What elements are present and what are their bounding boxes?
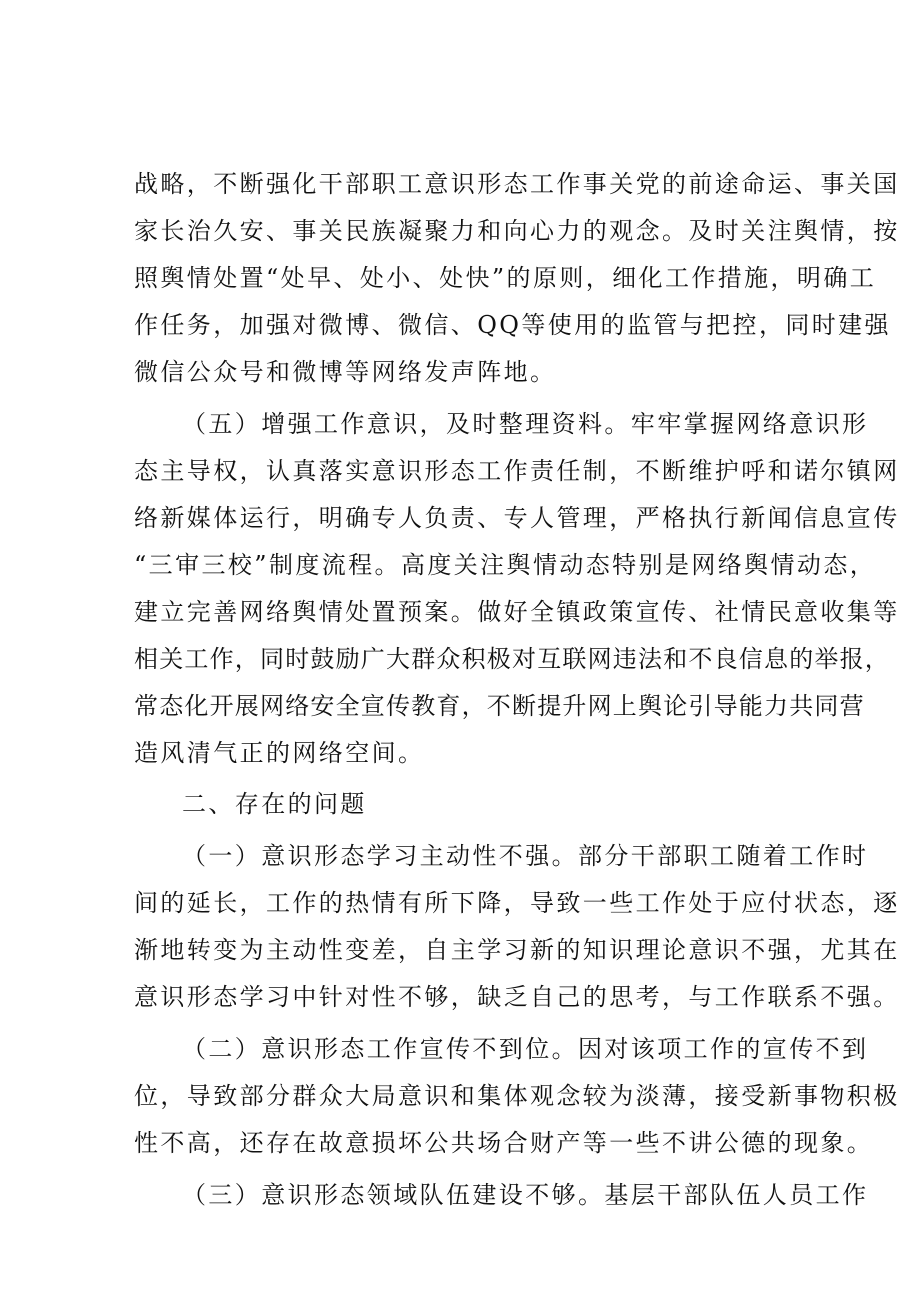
text-line: 照舆情处置“处早、处小、处快”的原则，细化工作措施，明确工 (134, 264, 877, 292)
text-line: 相关工作，同时鼓励广大群众积极对互联网违法和不良信息的举报， (134, 645, 890, 673)
text-line: 间的延长，工作的热情有所下降，导致一些工作处于应付状态，逐 (134, 889, 900, 917)
section-heading: 二、存在的问题 (182, 790, 367, 818)
text-line: 造风清气正的网络空间。 (134, 739, 425, 767)
text-line: 意识形态学习中针对性不够，缺乏自己的思考，与工作联系不强。 (134, 983, 900, 1011)
section-heading: （一）意识形态学习主动性不强。部分干部职工随着工作时 (182, 842, 869, 870)
text-line: 位，导致部分群众大局意识和集体观念较为淡薄，接受新事物积极 (134, 1082, 900, 1110)
section-heading: （三）意识形态领域队伍建设不够。基层干部队伍人员工作 (182, 1181, 869, 1209)
text-line: 家长治久安、事关民族凝聚力和向心力的观念。及时关注舆情，按 (134, 217, 900, 245)
section-heading: （二）意识形态工作宣传不到位。因对该项工作的宣传不到 (182, 1035, 869, 1063)
section-heading: （五）增强工作意识，及时整理资料。牢牢掌握网络意识形 (182, 410, 869, 438)
text-line: 战略，不断强化干部职工意识形态工作事关党的前途命运、事关国 (134, 170, 900, 198)
text-line: 性不高，还存在故意损坏公共场合财产等一些不讲公德的现象。 (134, 1129, 874, 1157)
text-line: 作任务，加强对微博、微信、QQ等使用的监管与把控，同时建强 (134, 311, 891, 339)
text-line: 微信公众号和微博等网络发声阵地。 (134, 358, 557, 386)
text-line: 渐地转变为主动性变差，自主学习新的知识理论意识不强，尤其在 (134, 936, 900, 964)
text-line: 态主导权，认真落实意识形态工作责任制，不断维护呼和诺尔镇网 (134, 457, 900, 485)
text-line: “三审三校”制度流程。高度关注舆情动态特别是网络舆情动态， (134, 551, 877, 579)
text-line: 络新媒体运行，明确专人负责、专人管理，严格执行新闻信息宣传 (134, 504, 900, 532)
text-line: 常态化开展网络安全宣传教育，不断提升网上舆论引导能力共同营 (134, 692, 865, 720)
text-line: 建立完善网络舆情处置预案。做好全镇政策宣传、社情民意收集等 (134, 598, 900, 626)
